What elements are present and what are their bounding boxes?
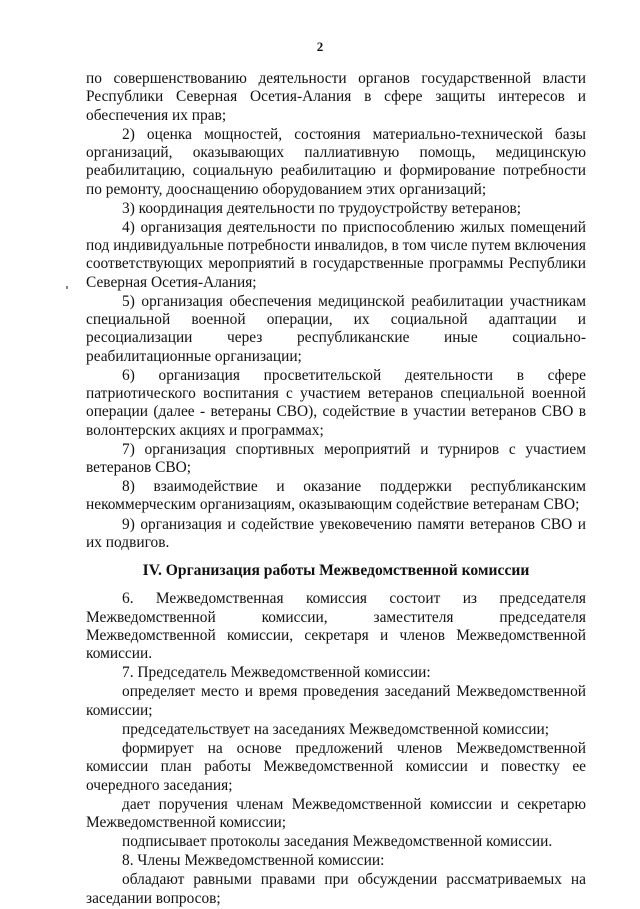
clause-7-item: формирует на основе предложений членов Межведомственной комиссии план работы Межведомственной комиссии и повестку ее очередного заседания;: [86, 739, 586, 794]
list-item-5: 5) организация обеспечения медицинской реабилитации участникам специальной военной операции, их социальной адаптации и ресоциализации через республиканские иные социально-реабилитационные организации;: [86, 292, 586, 365]
list-item-4: 4) организация деятельности по приспособлению жилых помещений под индивидуальные потребности инвалидов, в том числе путем включения соответствующих мероприятий в государственные программы Республики Северная Осетия-Алания;: [86, 218, 586, 291]
paragraph-continuation: по совершенствованию деятельности органов государственной власти Республики Северная Осетия-Алания в сфере защиты интересов и обеспечения их прав;: [86, 70, 586, 124]
list-item-6: 6) организация просветительской деятельности в сфере патриотического воспитания с участием ветеранов специальной военной операции (далее - ветераны СВО), содействие в участии ветеранов СВО в волонтерских акциях и программах;: [86, 366, 586, 439]
clause-7-item: председательствует на заседаниях Межведомственной комиссии;: [122, 720, 550, 738]
clause-6: 6. Межведомственная комиссия состоит из председателя Межведомственной комиссии, заместителя председателя Межведомственной комиссии, секретаря и членов Межведомственной комиссии.: [86, 590, 586, 663]
clause-7: 7. Председатель Межведомственной комиссии:: [122, 664, 431, 682]
list-item-2: 2) оценка мощностей, состояния материально-технической базы организаций, оказывающих паллиативную помощь, медицинскую реабилитацию, социальную реабилитацию и формирование потребности по ремонту, дооснащению оборудованием этих организаций;: [86, 125, 586, 198]
list-item-3: 3) координация деятельности по трудоустройству ветеранов;: [122, 199, 522, 217]
clause-7-item: определяет место и время проведения заседаний Межведомственной комиссии;: [86, 683, 586, 719]
clause-7-item: подписывает протоколы заседания Межведомственной комиссии.: [122, 833, 553, 851]
scan-speck: [66, 286, 68, 289]
clause-8-item: обладают равными правами при обсуждении рассматриваемых на заседании вопросов;: [86, 871, 586, 907]
clause-7-item: дает поручения членам Межведомственной комиссии и секретарю Межведомственной комиссии;: [86, 795, 586, 831]
page-number: 2: [316, 39, 324, 54]
list-item-7: 7) организация спортивных мероприятий и турниров с участием ветеранов СВО;: [86, 440, 586, 477]
document-body: [86, 70, 586, 909]
list-item-9: 9) организация и содействие увековечению памяти ветеранов СВО и их подвигов.: [86, 515, 586, 551]
clause-8: 8. Члены Межведомственной комиссии:: [122, 852, 385, 870]
section-heading: IV. Организация работы Межведомственной комиссии: [142, 562, 530, 580]
list-item-8: 8) взаимодействие и оказание поддержки республиканским некоммерческим организациям, оказывающим содействие ветеранам СВО;: [86, 478, 586, 514]
